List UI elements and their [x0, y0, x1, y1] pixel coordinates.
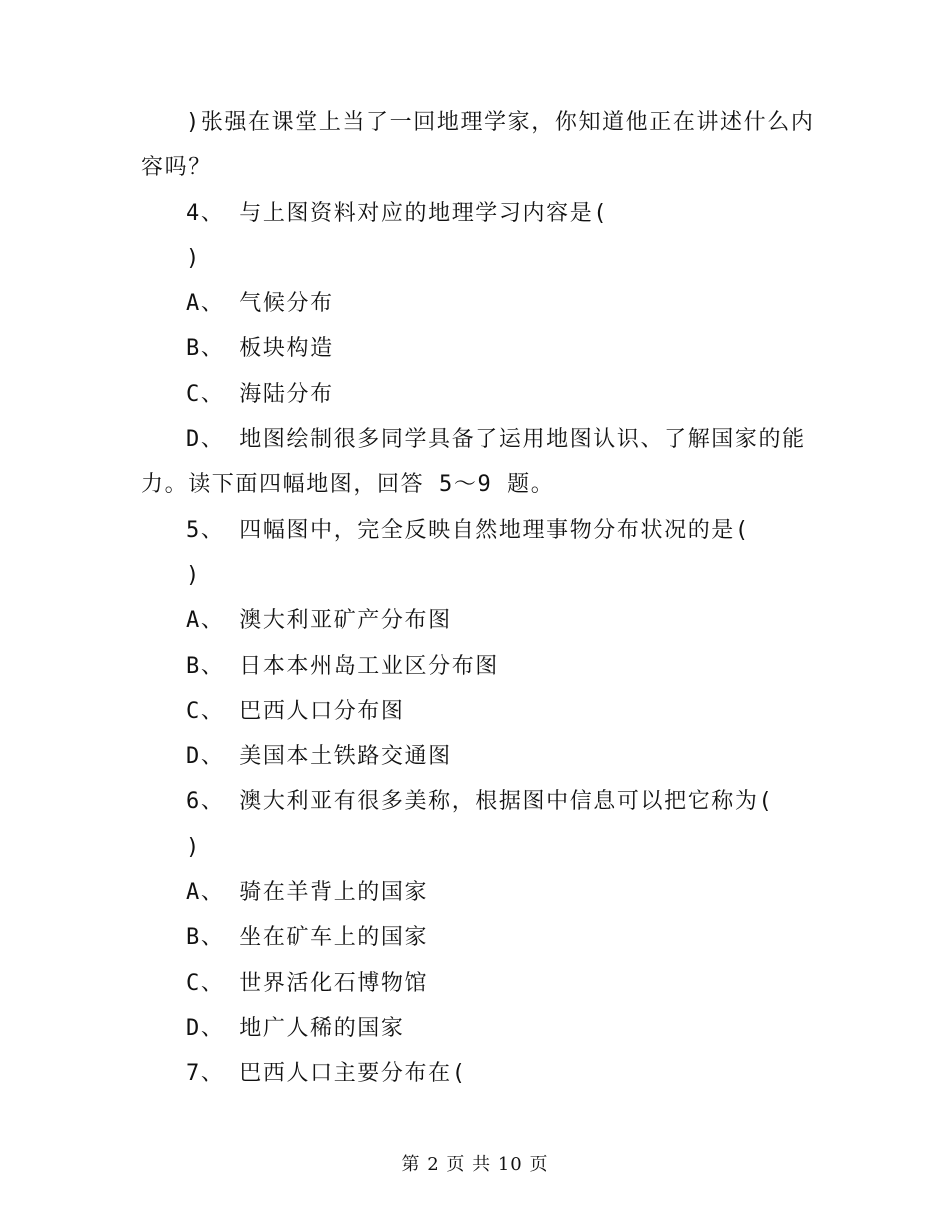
- page-footer: 第 2 页 共 10 页: [401, 1154, 549, 1175]
- option-d: D、 地广人稀的国家: [186, 1015, 405, 1041]
- question-5: 5、 四幅图中，完全反映自然地理事物分布状况的是(: [186, 517, 750, 543]
- paragraph-line: 容吗？: [141, 155, 212, 181]
- question-5-bracket: ): [186, 562, 201, 588]
- option-b: B、 坐在矿车上的国家: [186, 925, 429, 951]
- question-6: 6、 澳大利亚有很多美称，根据图中信息可以把它称为(: [186, 789, 774, 815]
- document-body: [141, 100, 821, 1097]
- option-a: A、 骑在羊背上的国家: [186, 880, 429, 906]
- option-b: B、 板块构造: [186, 336, 334, 362]
- question-7: 7、 巴西人口主要分布在(: [186, 1061, 467, 1087]
- option-a: A、 澳大利亚矿产分布图: [186, 608, 452, 634]
- option-b: B、 日本本州岛工业区分布图: [186, 653, 499, 679]
- option-c: C、 世界活化石博物馆: [186, 970, 429, 996]
- option-c: C、 海陆分布: [186, 381, 334, 407]
- option-c: C、 巴西人口分布图: [186, 698, 405, 724]
- option-d: D、 美国本土铁路交通图: [186, 744, 452, 770]
- option-a: A、 气候分布: [186, 291, 334, 317]
- question-4-bracket: ): [186, 245, 201, 271]
- paragraph-line: )张强在课堂上当了一回地理学家，你知道他正在讲述什么内: [186, 110, 815, 135]
- question-6-bracket: ): [186, 834, 201, 860]
- question-4: 4、 与上图资料对应的地理学习内容是(: [186, 200, 609, 226]
- paragraph-line: 力。读下面四幅地图，回答 5～9 题。: [141, 472, 555, 498]
- option-d: D、 地图绘制很多同学具备了运用地图认识、了解国家的能: [186, 427, 806, 453]
